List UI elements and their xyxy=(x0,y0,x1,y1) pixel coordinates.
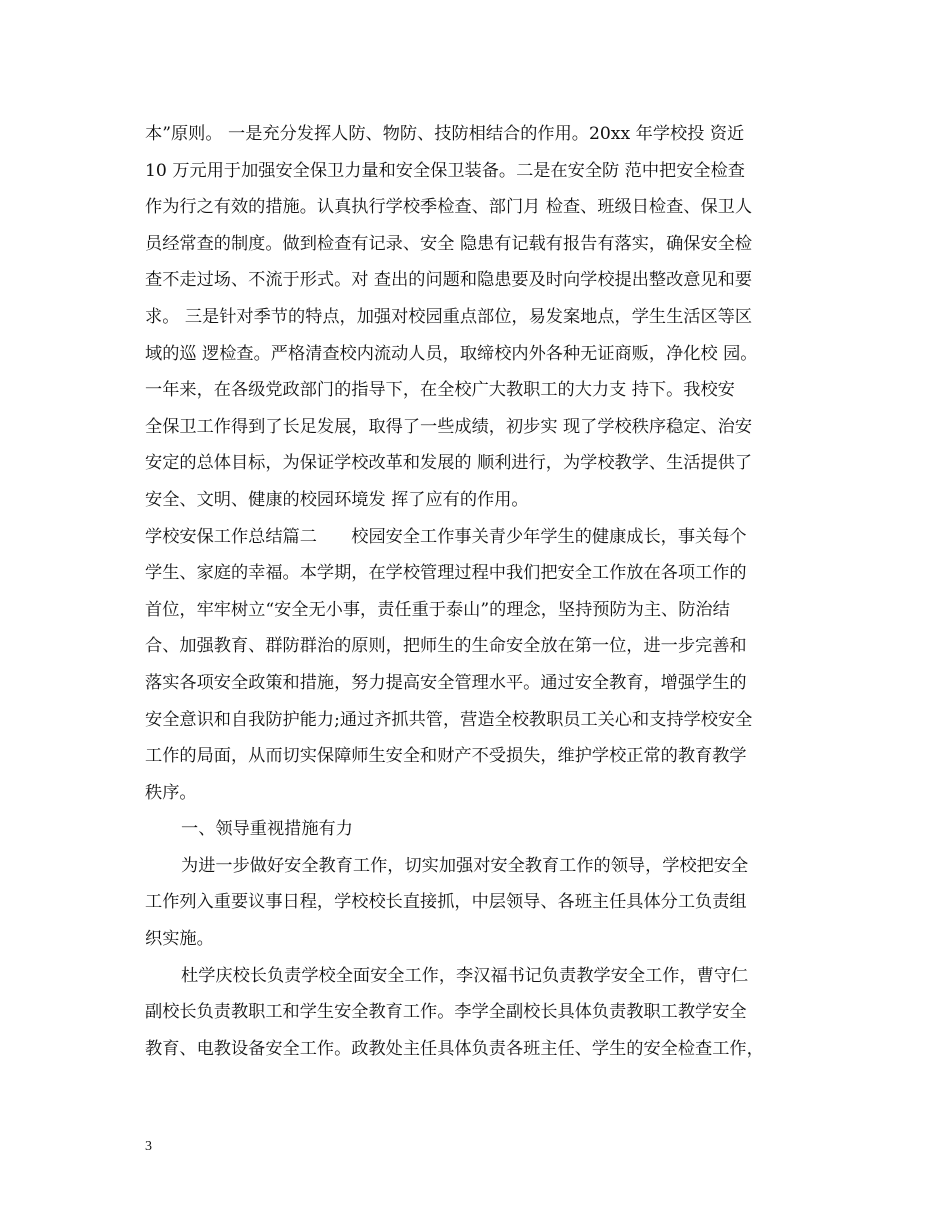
text-line: 学生、家庭的幸福。本学期，在学校管理过程中我们把安全工作放在各项工作的 xyxy=(145,563,747,584)
text-line: 安定的总体目标，为保证学校改革和发展的 顺利进行，为学校教学、生活提供了 xyxy=(145,453,753,474)
text-line: 一年来，在各级党政部门的指导下，在全校广大教职工的大力支 持下。我校安 xyxy=(145,380,735,401)
text-line: 为进一步做好安全教育工作，切实加强对安全教育工作的领导，学校把安全 xyxy=(181,855,749,876)
text-line: 工作列入重要议事日程，学校校长直接抓，中层领导、各班主任具体分工负责组 xyxy=(145,892,747,913)
document-body xyxy=(145,116,805,1067)
text-line: 杜学庆校长负责学校全面安全工作，李汉福书记负责教学安全工作，曹守仁 xyxy=(181,965,749,986)
text-line: 教育、电教设备安全工作。政教处主任具体负责各班主任、学生的安全检查工作， xyxy=(145,1038,764,1059)
text-line: 秩序。 xyxy=(145,782,197,803)
text-line: 副校长负责教职工和学生安全教育工作。李学全副校长具体负责教职工教学安全 xyxy=(145,1002,747,1023)
text-line: 首位，牢牢树立“安全无小事，责任重于泰山”的理念，坚持预防为主、防治结 xyxy=(145,599,730,620)
text-line: 本”原则。 一是充分发挥人防、物防、技防相结合的作用。20xx 年学校投 资近 xyxy=(145,124,745,144)
subheading-line: 一、领导重视措施有力 xyxy=(181,819,353,840)
text-line: 落实各项安全政策和措施，努力提高安全管理水平。通过安全教育，增强学生的 xyxy=(145,672,747,693)
text-line: 查不走过场、不流于形式。对 查出的问题和隐患要及时向学校提出整改意见和要 xyxy=(145,270,753,291)
section-title-line: 学校安保工作总结篇二 校园安全工作事关青少年学生的健康成长，事关每个 xyxy=(145,526,747,547)
text-line: 工作的局面，从而切实保障师生安全和财产不受损失，维护学校正常的教育教学 xyxy=(145,746,747,767)
text-line: 10 万元用于加强安全保卫力量和安全保卫装备。二是在安全防 范中把安全检查 xyxy=(145,160,745,181)
text-line: 域的巡 逻检查。严格清查校内流动人员，取缔校内外各种无证商贩，净化校 园。 xyxy=(145,343,758,364)
text-line: 求。 三是针对季节的特点，加强对校园重点部位，易发案地点，学生生活区等区 xyxy=(145,306,753,327)
page-number: 3 xyxy=(145,1139,152,1154)
text-line: 员经常查的制度。做到检查有记录、安全 隐患有记载有报告有落实，确保安全检 xyxy=(145,233,753,254)
text-line: 安全意识和自我防护能力;通过齐抓共管，营造全校教职员工关心和支持学校安全 xyxy=(145,709,753,730)
text-line: 合、加强教育、群防群治的原则，把师生的生命安全放在第一位，进一步完善和 xyxy=(145,636,747,657)
text-line: 安全、文明、健康的校园环境发 挥了应有的作用。 xyxy=(145,489,529,510)
text-line: 作为行之有效的措施。认真执行学校季检查、部门月 检查、班级日检查、保卫人 xyxy=(145,197,753,218)
text-line: 全保卫工作得到了长足发展，取得了一些成绩，初步实 现了学校秩序稳定、治安 xyxy=(145,416,753,437)
text-line: 织实施。 xyxy=(145,929,214,950)
